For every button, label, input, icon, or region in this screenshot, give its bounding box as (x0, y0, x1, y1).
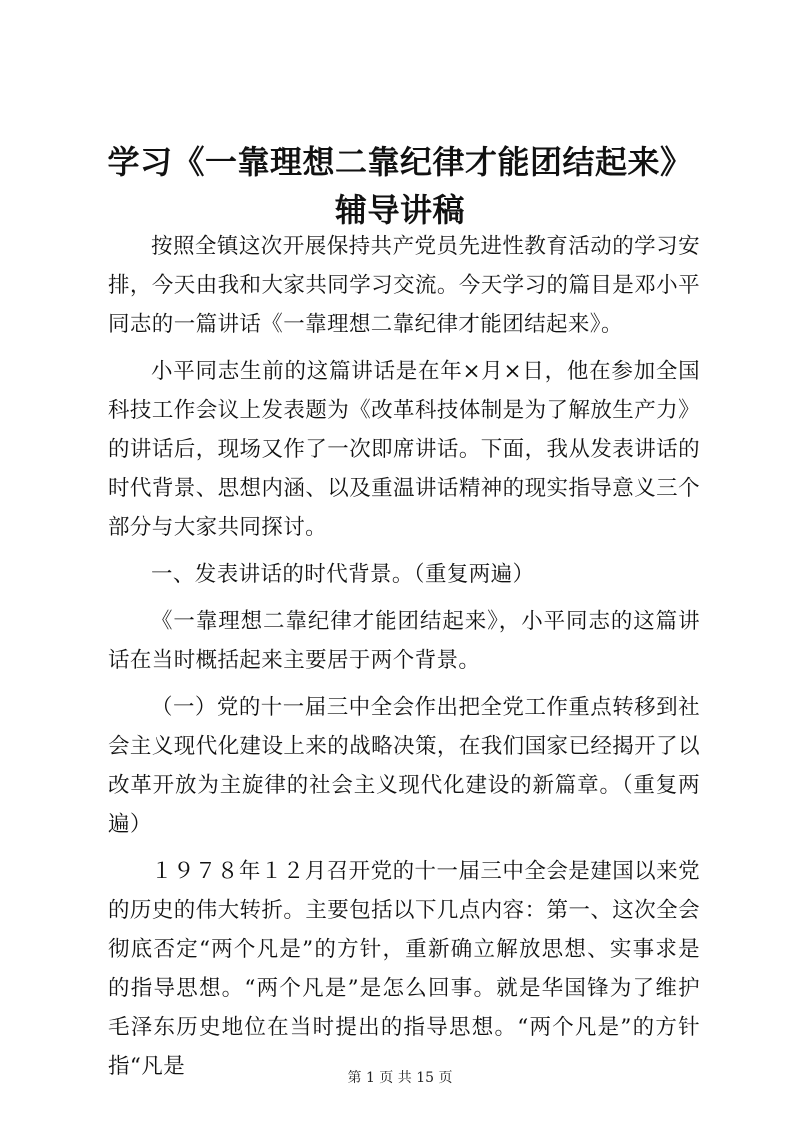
paragraph-3: 《一靠理想二靠纪律才能团结起来》，小平同志的这篇讲话在当时概括起来主要居于两个背景。 (108, 609, 700, 673)
page-number-footer: 第 1 页 共 15 页 (347, 1070, 453, 1086)
paragraph-1: 按照全镇这次开展保持共产党员先进性教育活动的学习安排，今天由我和大家共同学习交流。今天学习的篇目是邓小平同志的一篇讲话《一靠理想二靠纪律才能团结起来》。 (108, 234, 700, 337)
paragraph-2: 小平同志生前的这篇讲话是在年×月×日，他在参加全国科技工作会议上发表题为《改革科技体制是为了解放生产力》的讲话后，现场又作了一次即席讲话。下面，我从发表讲话的时代背景、思想内涵、以及重温讲话精神的现实指导意义三个部分与大家共同探讨。 (108, 359, 700, 540)
document-body (108, 227, 700, 1094)
paragraph-5: １９７８年１２月召开党的十一届三中全会是建国以来党的历史的伟大转折。主要包括以下几点内容：第一、这次全会彻底否定“两个凡是”的方针，重新确立解放思想、实事求是的指导思想。“两个凡是”是怎么回事。就是华国锋为了维护毛泽东历史地位在当时提出的指导思想。“两个凡是”的方针指“凡是 (108, 859, 700, 1079)
section-heading-1: 一、发表讲话的时代背景。（重复两遍） (151, 562, 535, 587)
document-title: 学习《一靠理想二靠纪律才能团结起来》辅导讲稿 (107, 143, 693, 229)
paragraph-4: （一）党的十一届三中全会作出把全党工作重点转移到社会主义现代化建设上来的战略决策，在我们国家已经揭开了以改革开放为主旋律的社会主义现代化建设的新篇章。（重复两遍） (108, 695, 700, 837)
